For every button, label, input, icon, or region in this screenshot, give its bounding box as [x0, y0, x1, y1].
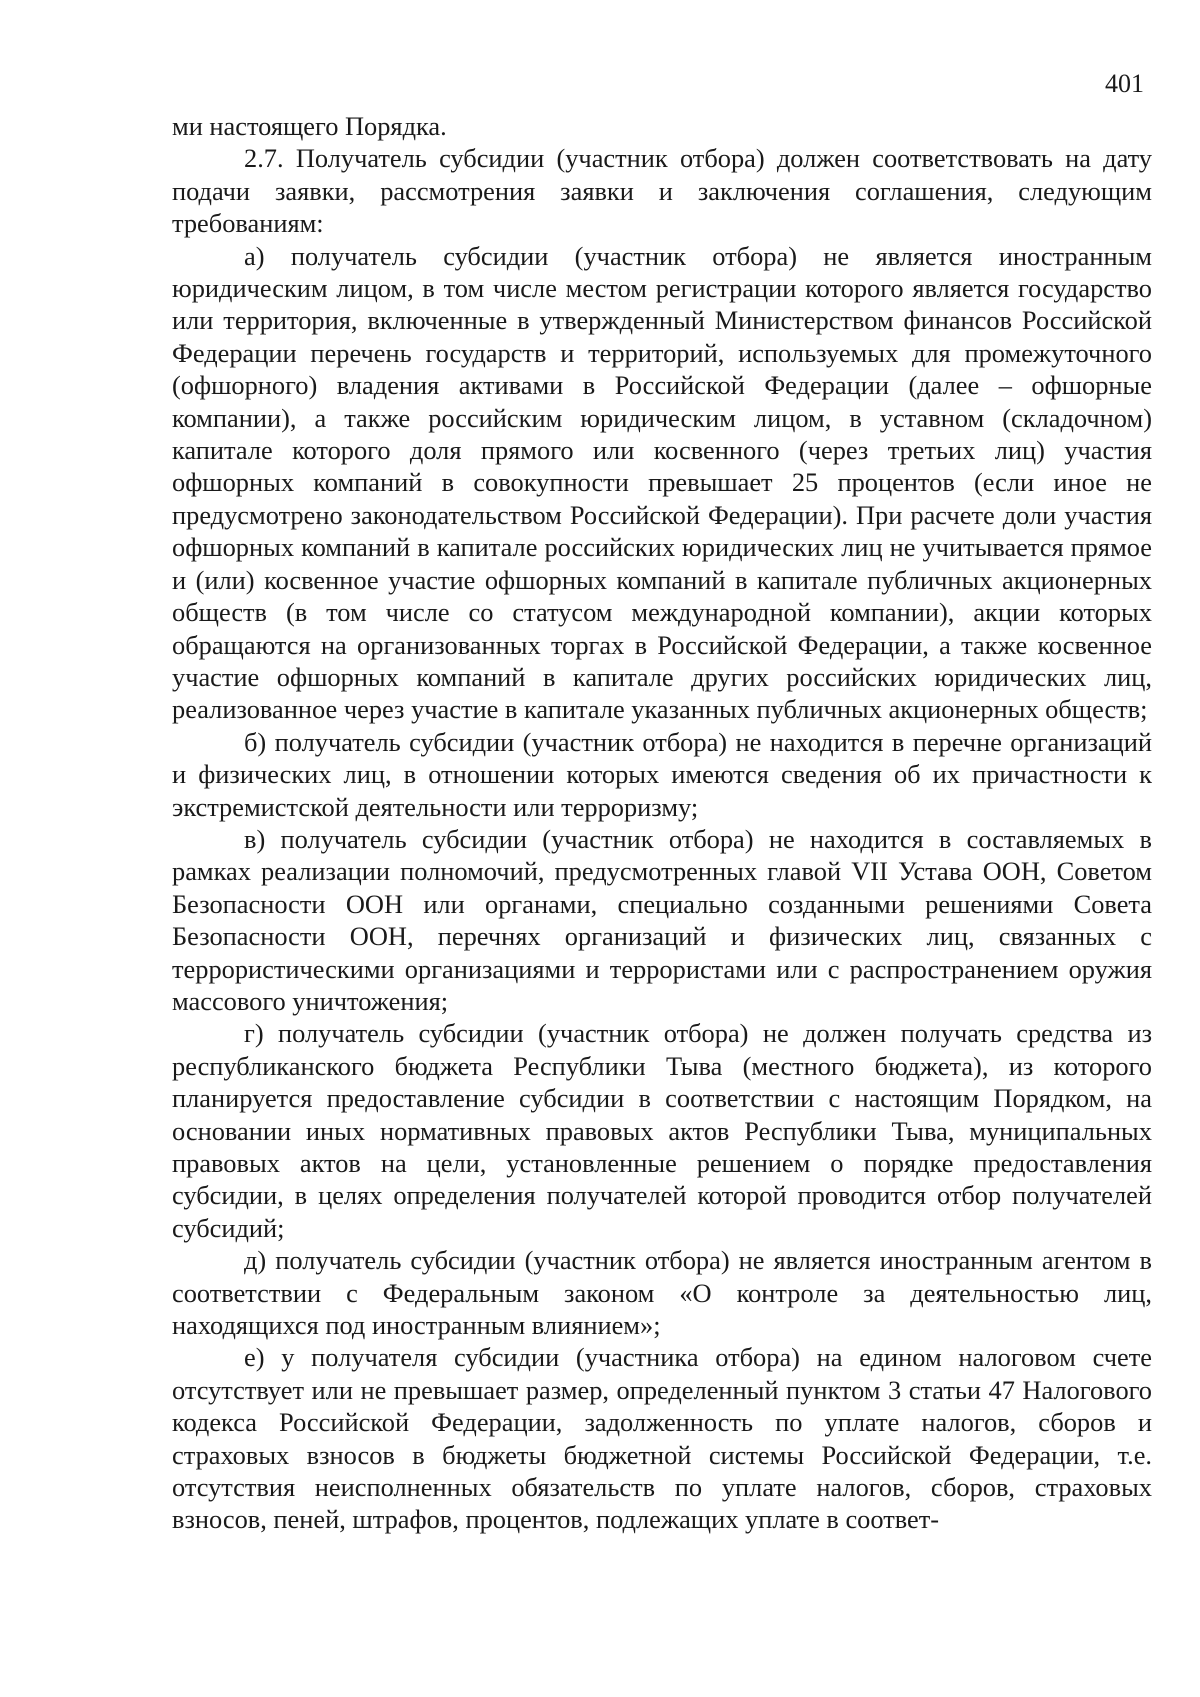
paragraph-item-d: д) получатель субсидии (участник отбора) не является иностранным агентом в соответствии с Федеральным законом «О контроле за деятельностью лиц, находящихся под иностранным влиянием»; [172, 1245, 1152, 1341]
document-body [172, 110, 1152, 1536]
paragraph-item-b: б) получатель субсидии (участник отбора) не находится в перечне организаций и физических лиц, в отношении которых имеются сведения об их причастности к экстремистской деятельности или терроризму; [172, 726, 1152, 822]
paragraph-item-g: г) получатель субсидии (участник отбора) не должен получать средства из республиканского бюджета Республики Тыва (местного бюджета), из которого планируется предоставление субсидии в соответствии с настоящим Порядком, на основании иных нормативных правовых актов Республики Тыва, муниципальных правовых актов на цели, установленные решением о порядке предоставления субсидии, в целях определения получателей которой проводится отбор получателей субсидий; [172, 1018, 1152, 1243]
paragraph-2-7: 2.7. Получатель субсидии (участник отбора) должен соответствовать на дату подачи заявки, рассмотрения заявки и заключения соглашения, следующим требованиям: [172, 143, 1152, 239]
paragraph-continuation: ми настоящего Порядка. [172, 111, 447, 141]
paragraph-item-e: е) у получателя субсидии (участника отбора) на едином налоговом счете отсутствует или не превышает размер, определенный пунктом 3 статьи 47 Налогового кодекса Российской Федерации, задолженность по уплате налогов, сборов и страховых взносов в бюджеты бюджетной системы Российской Федерации, т.е. отсутствия неисполненных обязательств по уплате налогов, сборов, страховых взносов, пеней, штрафов, процентов, подлежащих уплате в соответ- [172, 1342, 1152, 1535]
page-number: 401 [1105, 69, 1144, 98]
paragraph-item-a: а) получатель субсидии (участник отбора) не является иностранным юридическим лицом, в том числе местом регистрации которого является государство или территория, включенные в утвержденный Министерством финансов Российской Федерации перечень государств и территорий, используемых для промежуточного (офшорного) владения активами в Российской Федерации (далее – офшорные компании), а также российским юридическим лицом, в уставном (складочном) капитале которого доля прямого или косвенного (через третьих лиц) участия офшорных компаний в совокупности превышает 25 процентов (если иное не предусмотрено законодательством Российской Федерации). При расчете доли участия офшорных компаний в капитале российских юридических лиц не учитывается прямое и (или) косвенное участие офшорных компаний в капитале публичных акционерных обществ (в том числе со статусом международной компании), акции которых обращаются на организованных торгах в Российской Федерации, а также косвенное участие офшорных компаний в капитале других российских юридических лиц, реализованное через участие в капитале указанных публичных акционерных обществ; [172, 240, 1152, 725]
paragraph-item-v: в) получатель субсидии (участник отбора) не находится в составляемых в рамках реализации полномочий, предусмотренных главой VII Устава ООН, Советом Безопасности ООН или органами, специально созданными решениями Совета Безопасности ООН, перечнях организаций и физических лиц, связанных с террористическими организациями и террористами или с распространением оружия массового уничтожения; [172, 823, 1152, 1016]
